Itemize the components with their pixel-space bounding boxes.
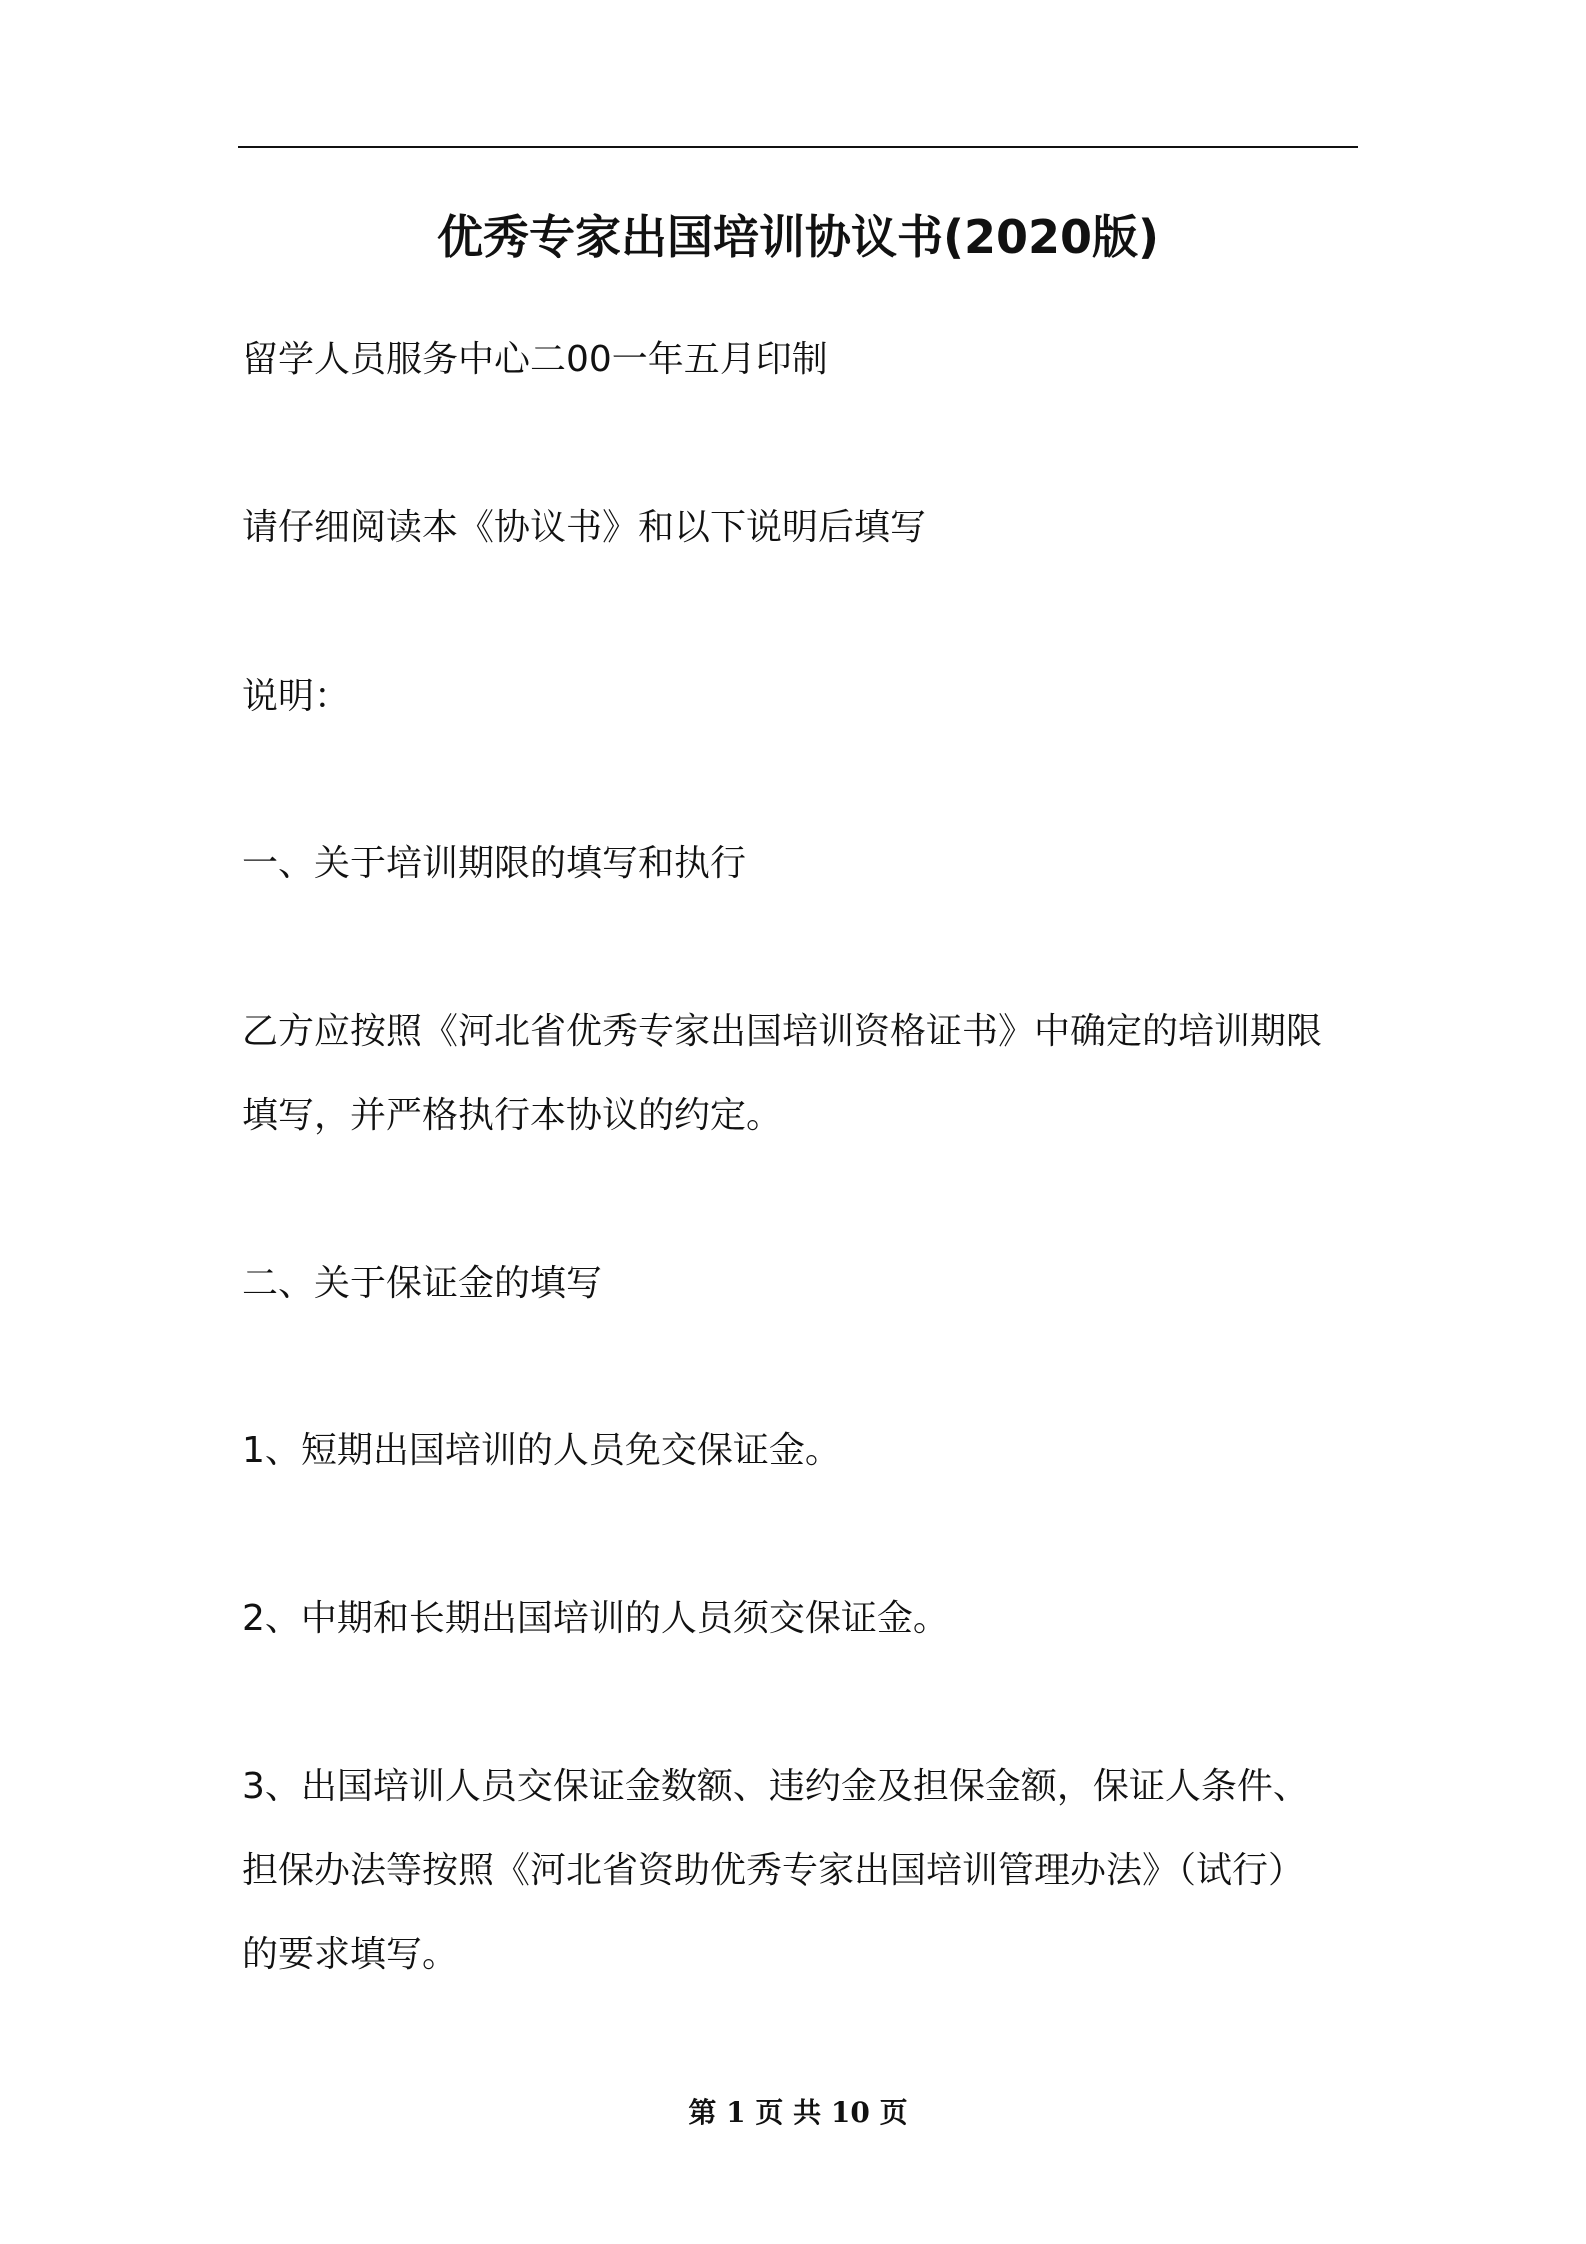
paragraph-line: 填写，并严格执行本协议的约定。: [242, 1095, 783, 1136]
list-item-continuation: 担保办法等按照《河北省资助优秀专家出国培训管理办法》（试行）: [242, 1850, 1305, 1891]
notes-heading: 说明：: [242, 676, 351, 717]
header-rule: [238, 146, 1358, 148]
paragraph-line: 乙方应按照《河北省优秀专家出国培训资格证书》中确定的培训期限: [242, 1011, 1323, 1052]
print-info: 留学人员服务中心二00一年五月印制: [242, 339, 828, 380]
page-footer: 第 1 页 共 10 页: [688, 2096, 908, 2129]
list-item: 3、出国培训人员交保证金数额、违约金及担保金额，保证人条件、: [242, 1766, 1309, 1807]
section-heading-1: 一、关于培训期限的填写和执行: [242, 843, 747, 884]
list-item: 1、短期出国培训的人员免交保证金。: [242, 1430, 841, 1471]
list-item-continuation: 的要求填写。: [242, 1934, 459, 1975]
section-heading-2: 二、关于保证金的填写: [242, 1263, 603, 1304]
instruction-line: 请仔细阅读本《协议书》和以下说明后填写: [242, 507, 927, 548]
list-item: 2、中期和长期出国培训的人员须交保证金。: [242, 1598, 949, 1639]
document-title: 优秀专家出国培训协议书(2020版): [436, 210, 1160, 264]
